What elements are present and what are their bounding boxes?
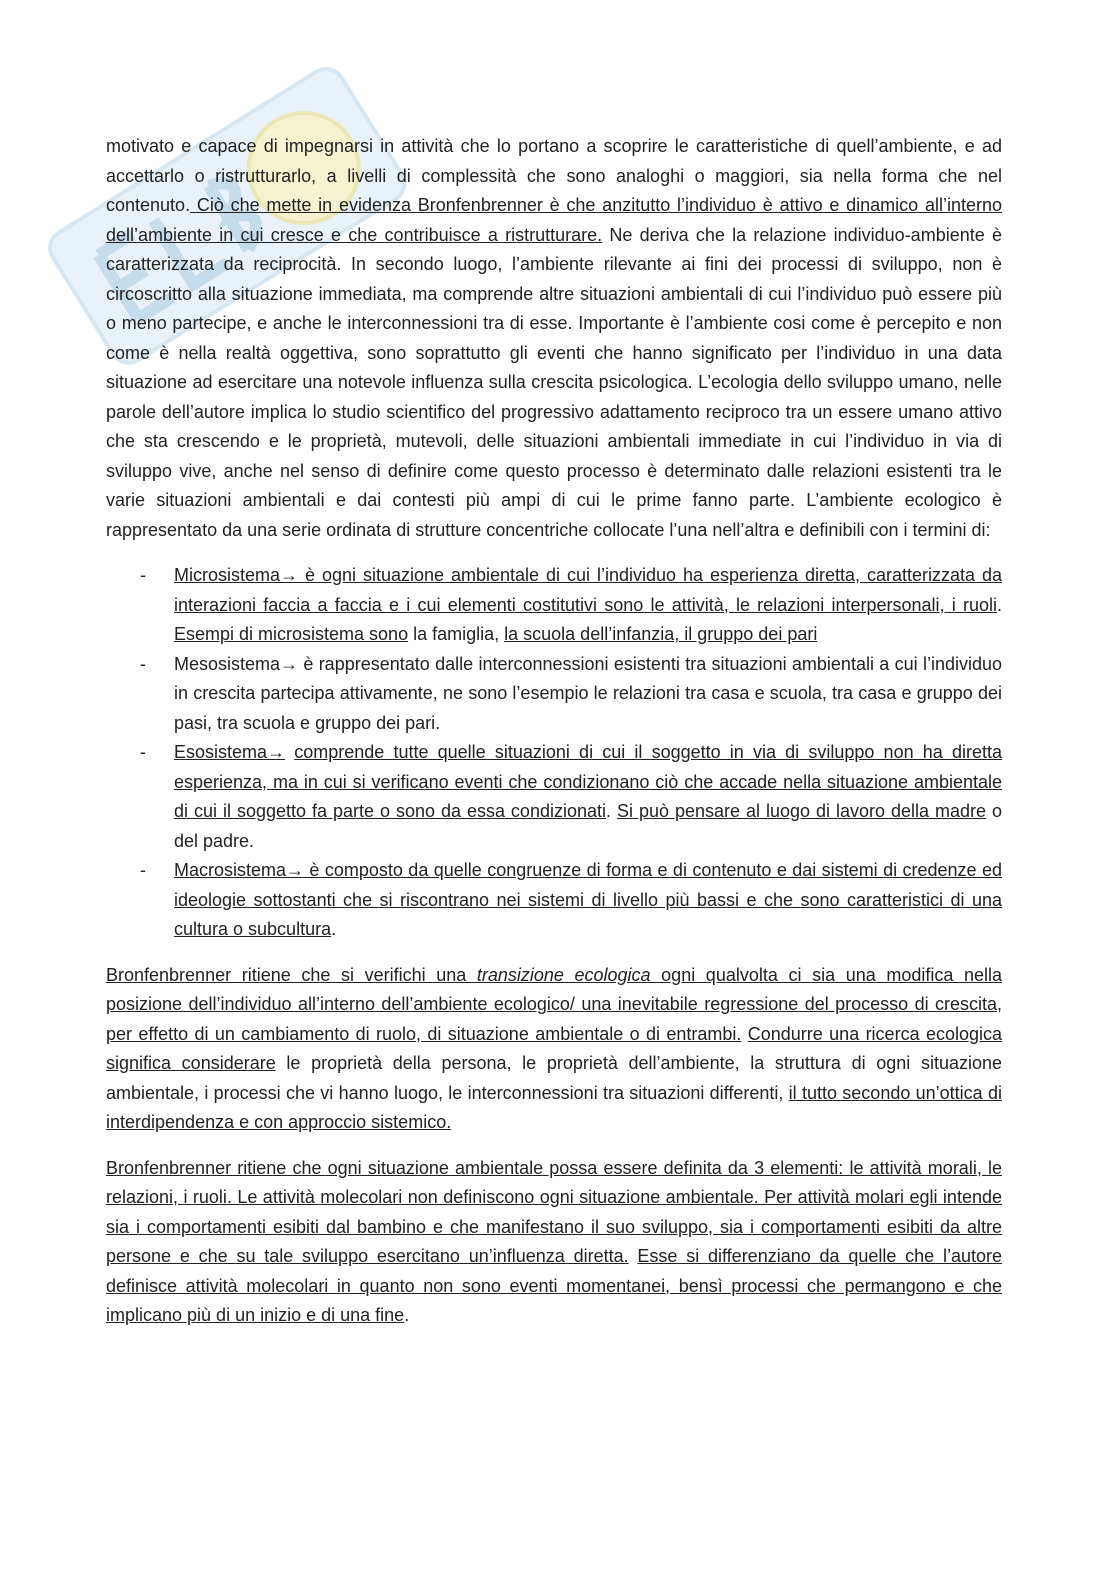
research-text: Condurre una ricerca ecologica significa considerare [106, 1023, 1002, 1073]
elements-text-1: Bronfenbrenner ritiene che ogni situazione ambientale possa essere definita da 3 elementi: le attività morali, le relazioni, i ruoli. Le attività molecolari non definiscono ogni situazione ambientale. Per attività molari egli intende sia i comportamenti esibiti dal bambino e che manifestano il suo sviluppo, sia i comportamenti esibiti da altre persone e che su tale sviluppo esercitano un’influenza diretta. [106, 1157, 1002, 1266]
list-item-esosistema [106, 738, 1002, 856]
list-item-macrosistema [106, 856, 1002, 945]
esosistema-definition: comprende tutte quelle situazioni di cui il soggetto in via di sviluppo non ha diretta esperienza, ma in cui si verificano eventi che condizionano ciò che accade nella situazione ambientale di cui il soggetto fa parte o sono da essa condizionati [174, 742, 1002, 821]
systemic-approach: il tutto secondo un’ottica di interdipendenza e con approccio sistemico. [106, 1082, 1003, 1132]
separator: . [996, 594, 1002, 615]
transition-text-1: Bronfenbrenner ritiene che si verifichi una [106, 964, 477, 985]
intro-paragraph [106, 132, 1002, 545]
transition-paragraph [106, 961, 1002, 1138]
mesosistema-definition: Mesosistema→ è rappresentato dalle interconnessioni esistenti tra situazioni ambientali a cui l’individuo in crescita partecipa attivamente, ne sono l’esempio le relazioni tra casa e scuola, tra casa e gruppo dei pasi, tra scuola e gruppo dei pari. [174, 653, 1002, 733]
intro-text-1: motivato e capace di impegnarsi in attività che lo portano a scoprire le caratteristiche di quell’ambiente, e ad accettarlo o ristrutturarlo, a livelli di complessità che sono analoghi o maggiori, sia nella forma che nel contenuto. [106, 136, 1002, 215]
elements-paragraph [106, 1154, 1002, 1331]
microsistema-example-family: la famiglia, [408, 624, 505, 644]
intro-text-underlined: Ciò che mette in evidenza Bronfenbrenner è che anzitutto l’individuo è attivo e dinamico all’interno dell’ambiente in cui cresce e che contribuisce a ristrutturare. [106, 195, 1002, 245]
transition-term: transizione ecologica [476, 964, 651, 985]
research-properties: le proprietà della persona, le proprietà dell’ambiente, la struttura di ogni situazione ambientale, i processi che vi hanno luogo, le interconnessioni tra situazioni differenti, [106, 1053, 1002, 1103]
esosistema-example: Si può pensare al luogo di lavoro della madre [616, 801, 986, 821]
elements-text-2: Esse si differenziano da quelle che l’autore definisce attività molecolari in quanto non sono eventi momentanei, bensì processi che permangono e che implicano più di un inizio e di una fine [106, 1246, 1003, 1325]
period: . [331, 919, 337, 939]
separator [285, 742, 294, 762]
period: . [404, 1305, 410, 1325]
microsistema-examples-label: Esempi di microsistema sono [174, 624, 409, 644]
list-dash: - [140, 565, 146, 585]
esosistema-example-tail: o del padre. [174, 801, 1002, 851]
esosistema-term: Esosistema→ [174, 742, 286, 762]
ecological-systems-list [106, 561, 1002, 945]
microsistema-definition: Microsistema→ è ogni situazione ambientale di cui l’individuo ha esperienza diretta, caratterizzata da interazioni faccia a faccia e i cui elementi costitutivi sono le attività, le relazioni interpersonali, i ruoli [174, 565, 1002, 615]
list-dash: - [140, 860, 146, 880]
separator: . [606, 801, 617, 821]
list-dash: - [140, 742, 146, 762]
list-item-microsistema [106, 561, 1002, 650]
document-page [106, 132, 1002, 1331]
transition-text-2: ogni qualvolta ci sia una modifica nella posizione dell’individuo all’interno dell’ambiente ecologico/ una inevitabile regressione del processo di crescita, per effetto di un cambiamento di ruolo, di situazione ambientale o di entrambi. [106, 964, 1003, 1044]
list-dash: - [140, 653, 146, 674]
list-item-mesosistema [106, 650, 1002, 739]
macrosistema-definition: Macrosistema→ è composto da quelle congruenze di forma e di contenuto e dai sistemi di credenze ed ideologie sottostanti che si riscontrano nei sistemi di livello più bassi e che sono caratteristici di una cultura o subcultura [174, 860, 1002, 939]
intro-text-3: Ne deriva che la relazione individuo-ambiente è caratterizzata da reciprocità. In secondo luogo, l’ambiente rilevante ai fini dei processi di sviluppo, non è circoscritto alla situazione immediata, ma comprende altre situazioni ambientali di cui l’individuo può essere più o meno partecipe, e anche le interconnessioni tra di esse. Importante è l’ambiente cosi come è percepito e non come è nella realtà oggettiva, sono soprattutto gli eventi che hanno significato per l’individuo in una data situazione ad esercitare una notevole influenza sulla crescita psicologica. L’ecologia dello sviluppo umano, nelle parole dell’autore implica lo studio scientifico del progressivo adattamento reciproco tra un essere umano attivo che sta crescendo e le proprietà, mutevoli, delle situazioni ambientali immediate in cui l’individuo in via di sviluppo vive, anche nel senso di definire come questo processo è determinato dalle relazioni esistenti tra le varie situazioni ambientali e dai contesti più ampi di cui le prime fanno parte. L’ambiente ecologico è rappresentato da una serie ordinata di strutture concentriche collocate l’una nell’altra e definibili con i termini di: [106, 224, 1002, 540]
microsistema-example-school: la scuola dell’infanzia, il gruppo dei pari [504, 624, 818, 644]
